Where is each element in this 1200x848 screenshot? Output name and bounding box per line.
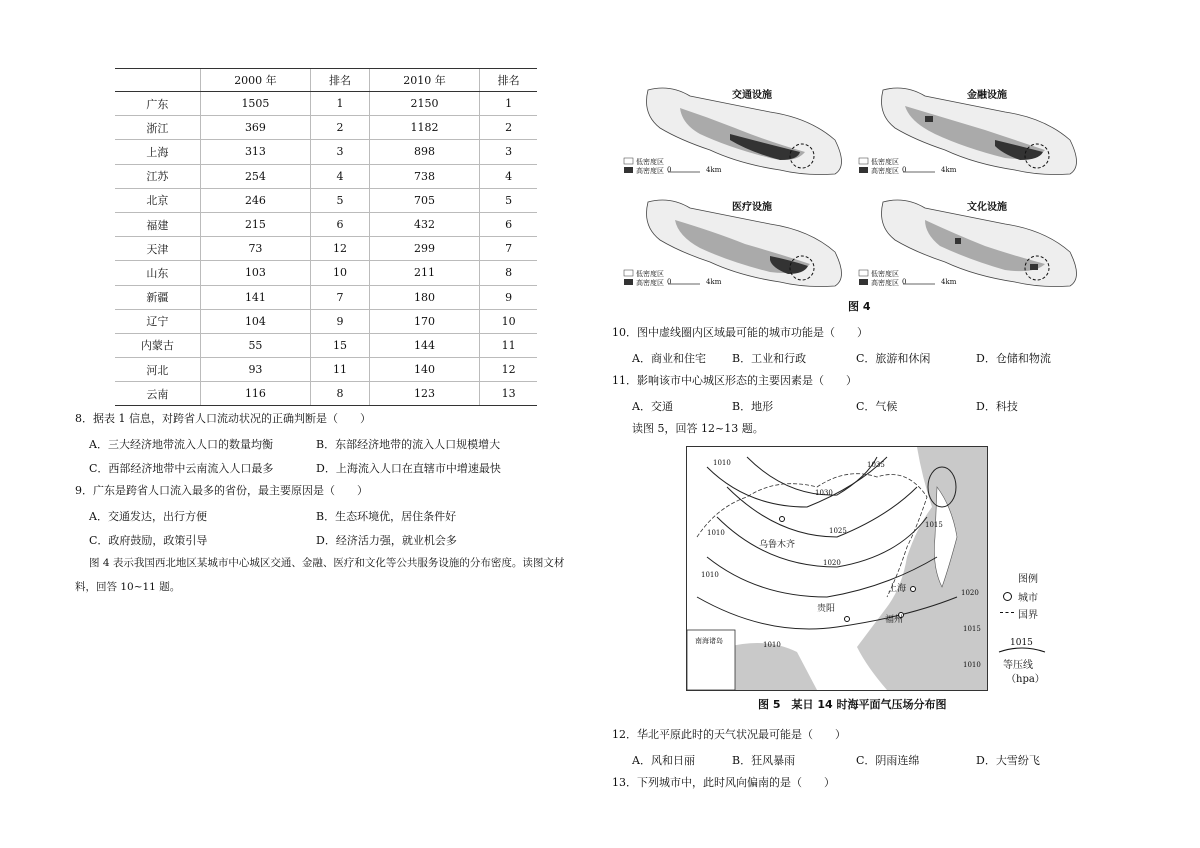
q8-option-c: C．西部经济地带中云南流入人口最多 — [89, 462, 274, 475]
value-cell: 5 — [480, 188, 537, 212]
scale-zero: 0 — [667, 278, 672, 286]
legend-high: 高密度区 — [636, 279, 664, 287]
q12-option-c: C．阴雨连绵 — [856, 754, 920, 767]
province-cell: 新疆 — [115, 285, 200, 309]
province-cell: 广东 — [115, 92, 200, 116]
table-header — [115, 69, 200, 92]
legend-isobar-value: 1015 — [1010, 638, 1033, 648]
value-cell: 13 — [480, 382, 537, 406]
value-cell: 170 — [369, 309, 480, 333]
isobar-label: 1015 — [925, 521, 943, 529]
table-row — [115, 188, 537, 212]
table-row — [115, 382, 537, 406]
value-cell: 2 — [480, 116, 537, 140]
value-cell: 73 — [200, 237, 311, 261]
population-table — [115, 68, 537, 406]
table-header: 排名 — [311, 69, 369, 92]
panel-medical — [620, 190, 855, 300]
q8-option-b: B．东部经济地带的流入人口规模增大 — [316, 438, 501, 451]
q12-option-b: B．狂风暴雨 — [732, 754, 796, 767]
value-cell: 144 — [369, 333, 480, 357]
province-cell: 内蒙古 — [115, 333, 200, 357]
table-row — [115, 285, 537, 309]
value-cell: 215 — [200, 212, 311, 236]
city-symbol-icon — [1003, 592, 1012, 601]
value-cell: 432 — [369, 212, 480, 236]
panel-title: 金融设施 — [967, 90, 1007, 101]
q9-option-a: A．交通发达，出行方便 — [89, 510, 207, 523]
value-cell: 254 — [200, 164, 311, 188]
value-cell: 246 — [200, 188, 311, 212]
value-cell: 140 — [369, 358, 480, 382]
q8-option-d: D．上海流入人口在直辖市中增速最快 — [316, 462, 501, 475]
isobar-label: 1020 — [961, 589, 979, 597]
q10-option-c: C．旅游和休闲 — [856, 352, 931, 365]
table-header: 2000 年 — [200, 69, 311, 92]
legend-title: 图例 — [1018, 574, 1038, 585]
table-row — [115, 140, 537, 164]
legend-high: 高密度区 — [636, 167, 664, 175]
table-header-row — [115, 69, 537, 92]
value-cell: 3 — [311, 140, 369, 164]
province-cell: 河北 — [115, 358, 200, 382]
value-cell: 9 — [311, 309, 369, 333]
value-cell: 6 — [311, 212, 369, 236]
q9-option-d: D．经济活力强，就业机会多 — [316, 534, 457, 547]
isobar-label: 1010 — [963, 661, 981, 669]
scale-label: 4km — [941, 278, 957, 286]
table-row — [115, 261, 537, 285]
value-cell: 1182 — [369, 116, 480, 140]
question-11-stem: 11．影响该市中心城区形态的主要因素是（ ） — [612, 374, 857, 387]
scale-zero: 0 — [902, 278, 907, 286]
province-cell: 福建 — [115, 212, 200, 236]
legend-low: 低密度区 — [636, 270, 664, 278]
value-cell: 369 — [200, 116, 311, 140]
isobar-label: 1020 — [823, 559, 841, 567]
isobar-label: 1010 — [701, 571, 719, 579]
isobar-label: 1015 — [963, 625, 981, 633]
province-cell: 上海 — [115, 140, 200, 164]
value-cell: 15 — [311, 333, 369, 357]
value-cell: 12 — [480, 358, 537, 382]
table-row — [115, 358, 537, 382]
province-cell: 云南 — [115, 382, 200, 406]
value-cell: 4 — [311, 164, 369, 188]
legend-unit: （hpa） — [1006, 674, 1045, 685]
figure-4-caption: 图 4 — [848, 300, 871, 313]
value-cell: 705 — [369, 188, 480, 212]
panel-title: 文化设施 — [967, 202, 1007, 213]
value-cell: 738 — [369, 164, 480, 188]
value-cell: 104 — [200, 309, 311, 333]
scale-zero: 0 — [902, 166, 907, 174]
isobar-label: 1030 — [815, 489, 833, 497]
value-cell: 2150 — [369, 92, 480, 116]
value-cell: 7 — [311, 285, 369, 309]
legend-high: 高密度区 — [871, 167, 899, 175]
value-cell: 1505 — [200, 92, 311, 116]
q8-option-a: A．三大经济地带流入人口的数量均衡 — [89, 438, 273, 451]
isobar-label: 1010 — [763, 641, 781, 649]
value-cell: 9 — [480, 285, 537, 309]
value-cell: 1 — [311, 92, 369, 116]
legend-high: 高密度区 — [871, 279, 899, 287]
isobar-map — [687, 447, 987, 690]
question-10-stem: 10．图中虚线圈内区域最可能的城市功能是（ ） — [612, 326, 868, 339]
value-cell: 1 — [480, 92, 537, 116]
table-row — [115, 333, 537, 357]
question-8-stem: 8．据表 1 信息，对跨省人口流动状况的正确判断是（ ） — [75, 412, 371, 425]
value-cell: 299 — [369, 237, 480, 261]
value-cell: 8 — [480, 261, 537, 285]
city-label: 乌鲁木齐 — [759, 540, 796, 550]
figure-4-intro-line1: 图 4 表示我国西北地区某城市中心城区交通、金融、医疗和文化等公共服务设施的分布密度。读图文材 — [89, 557, 565, 569]
question-9-stem: 9．广东是跨省人口流入最多的省份，最主要原因是（ ） — [75, 484, 368, 497]
city-label: 上海 — [888, 584, 907, 594]
panel-transport — [620, 78, 855, 188]
table-header: 2010 年 — [369, 69, 480, 92]
value-cell: 211 — [369, 261, 480, 285]
scale-label: 4km — [706, 166, 722, 174]
q9-option-c: C．政府鼓励，政策引导 — [89, 534, 208, 547]
value-cell: 141 — [200, 285, 311, 309]
legend-city: 城市 — [1018, 593, 1038, 604]
isobar-label: 1025 — [829, 527, 847, 535]
isobar-symbol-icon — [997, 644, 1047, 654]
q12-option-d: D．大雪纷飞 — [976, 754, 1040, 767]
table-row — [115, 116, 537, 140]
city-label: 贵阳 — [817, 604, 836, 614]
value-cell: 123 — [369, 382, 480, 406]
value-cell: 7 — [480, 237, 537, 261]
q11-option-c: C．气候 — [856, 400, 898, 413]
value-cell: 11 — [480, 333, 537, 357]
isobar-label: 1010 — [707, 529, 725, 537]
scale-label: 4km — [941, 166, 957, 174]
panel-culture — [855, 190, 1090, 300]
question-12-stem: 12．华北平原此时的天气状况最可能是（ ） — [612, 728, 846, 741]
panel-title: 交通设施 — [732, 90, 772, 101]
table-row — [115, 212, 537, 236]
legend-low: 低密度区 — [871, 270, 899, 278]
figure-5-map — [686, 446, 988, 691]
province-cell: 浙江 — [115, 116, 200, 140]
table-header: 排名 — [480, 69, 537, 92]
value-cell: 12 — [311, 237, 369, 261]
province-cell: 北京 — [115, 188, 200, 212]
value-cell: 8 — [311, 382, 369, 406]
border-symbol-icon — [1000, 612, 1014, 613]
q10-option-b: B．工业和行政 — [732, 352, 807, 365]
scale-label: 4km — [706, 278, 722, 286]
figure-4-intro-line2: 料，回答 10~11 题。 — [75, 581, 181, 593]
q12-option-a: A．风和日丽 — [632, 754, 695, 767]
value-cell: 10 — [311, 261, 369, 285]
value-cell: 3 — [480, 140, 537, 164]
value-cell: 5 — [311, 188, 369, 212]
value-cell: 180 — [369, 285, 480, 309]
legend-isobar: 等压线 — [1003, 660, 1033, 671]
figure-5-intro: 读图 5，回答 12~13 题。 — [632, 422, 764, 435]
q11-option-b: B．地形 — [732, 400, 774, 413]
isobar-label: 1035 — [867, 461, 885, 469]
legend-low: 低密度区 — [636, 158, 664, 166]
value-cell: 10 — [480, 309, 537, 333]
q9-option-b: B．生态环境优，居住条件好 — [316, 510, 457, 523]
value-cell: 93 — [200, 358, 311, 382]
question-13-stem: 13．下列城市中，此时风向偏南的是（ ） — [612, 776, 835, 789]
panel-title: 医疗设施 — [732, 202, 772, 213]
legend-border: 国界 — [1018, 610, 1038, 621]
table-row — [115, 164, 537, 188]
province-cell: 天津 — [115, 237, 200, 261]
table-row — [115, 92, 537, 116]
panel-finance — [855, 78, 1090, 188]
province-cell: 山东 — [115, 261, 200, 285]
value-cell: 116 — [200, 382, 311, 406]
value-cell: 4 — [480, 164, 537, 188]
isobar-label: 1010 — [713, 459, 731, 467]
legend-low: 低密度区 — [871, 158, 899, 166]
table-row — [115, 237, 537, 261]
province-cell: 辽宁 — [115, 309, 200, 333]
value-cell: 55 — [200, 333, 311, 357]
province-cell: 江苏 — [115, 164, 200, 188]
value-cell: 103 — [200, 261, 311, 285]
figure-4 — [620, 78, 1090, 318]
inset-label: 南海诸岛 — [695, 637, 723, 645]
q11-option-d: D．科技 — [976, 400, 1018, 413]
q10-option-a: A．商业和住宅 — [632, 352, 706, 365]
value-cell: 2 — [311, 116, 369, 140]
q10-option-d: D．仓储和物流 — [976, 352, 1051, 365]
q11-option-a: A．交通 — [632, 400, 673, 413]
value-cell: 313 — [200, 140, 311, 164]
scale-zero: 0 — [667, 166, 672, 174]
value-cell: 6 — [480, 212, 537, 236]
figure-5-caption: 图 5 某日 14 时海平面气压场分布图 — [758, 698, 947, 711]
table-row — [115, 309, 537, 333]
value-cell: 11 — [311, 358, 369, 382]
city-label: 福州 — [885, 615, 904, 625]
value-cell: 898 — [369, 140, 480, 164]
